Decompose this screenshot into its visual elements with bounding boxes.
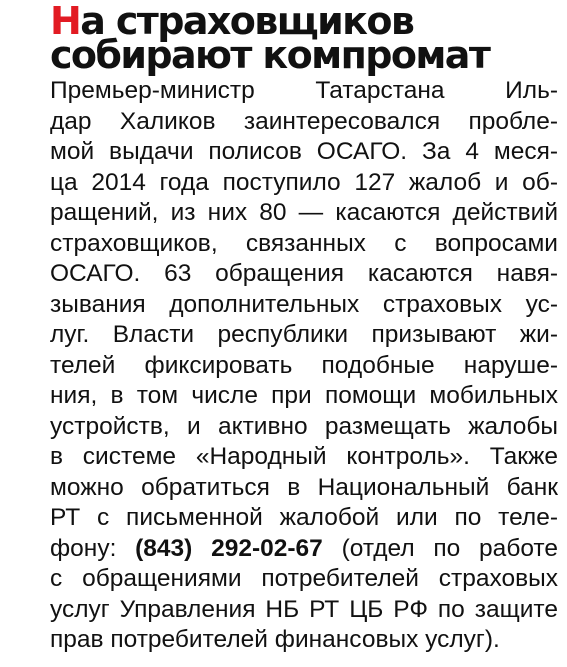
body-line: ращений, из них 80 — касаются действий xyxy=(50,199,558,226)
body-line: в системе «Народный контроль». Также xyxy=(50,443,558,470)
article-body xyxy=(50,76,558,656)
body-line: Премьер-министр Татарстана Иль- xyxy=(50,77,558,104)
body-line: РТ с письменной жалобой или по теле- xyxy=(50,504,558,531)
body-line: страховщиков, связанных с вопросами xyxy=(50,229,558,257)
body-line: зывания дополнительных страховых ус- xyxy=(50,290,558,318)
body-line: ца 2014 года поступило 127 жалоб и об- xyxy=(50,168,558,196)
body-line: услуг Управления НБ РТ ЦБ РФ по защите xyxy=(50,595,558,623)
phone-suffix: (отдел по работе xyxy=(322,534,559,562)
body-line: прав потребителей финансовых услуг). xyxy=(50,626,500,653)
body-line: устройств, и активно размещать жалобы xyxy=(50,412,558,440)
headline-initial-letter: Н xyxy=(50,0,81,43)
body-line: дар Халиков заинтересовался пробле- xyxy=(50,107,558,135)
body-line: ОСАГО. 63 обращения касаются навя- xyxy=(50,260,558,287)
phone-prefix: фону: xyxy=(50,534,136,562)
body-line: телей фиксировать подобные наруше- xyxy=(50,351,558,379)
headline-line-2: собирают компромат xyxy=(50,33,490,77)
headline-line-1-text: а страховщиков xyxy=(80,0,414,43)
body-line: ния, в том числе при помощи мобильных xyxy=(50,382,558,409)
body-line: луг. Власти республики призывают жи- xyxy=(50,321,558,348)
body-line-phone xyxy=(50,534,558,565)
body-line: мой выдачи полисов ОСАГО. За 4 меся- xyxy=(50,138,558,165)
article-headline xyxy=(50,0,562,77)
body-line: с обращениями потребителей страховых xyxy=(50,565,558,592)
body-line: можно обратиться в Национальный банк xyxy=(50,473,558,501)
phone-number: (843) 292-02-67 xyxy=(135,534,323,562)
